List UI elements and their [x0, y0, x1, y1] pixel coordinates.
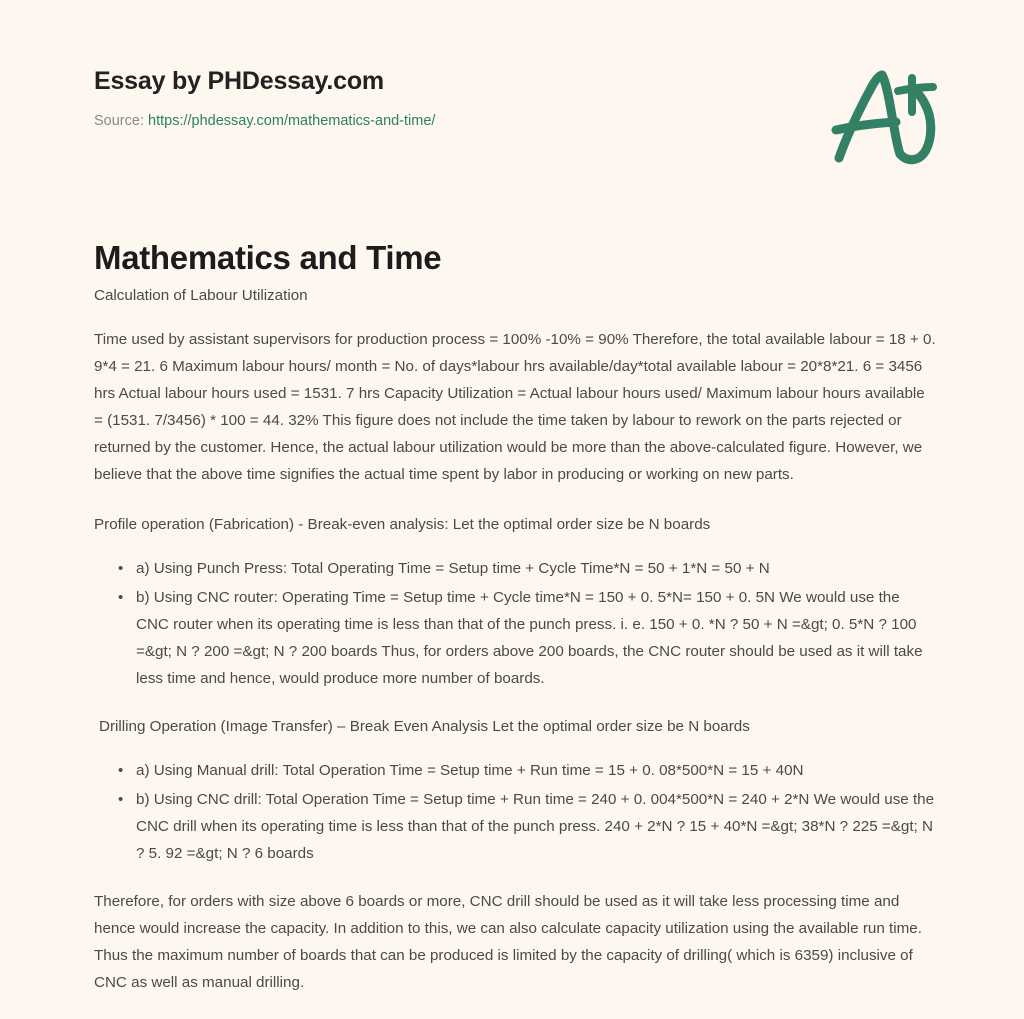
page-header	[94, 68, 930, 130]
source-label: Source:	[94, 112, 144, 129]
list-item: • a) Using Punch Press: Total Operating Time = Setup time + Cycle Time*N = 50 + 1*N = 50 + N	[136, 555, 936, 582]
essay-body	[94, 282, 936, 1019]
aplus-logo-glyph	[826, 62, 946, 170]
section-heading-drilling-operation: Drilling Operation (Image Transfer) – Break Even Analysis Let the optimal order size be N boards	[99, 718, 750, 735]
brand-title: Essay by PHDessay.com	[94, 67, 384, 95]
source-line	[94, 113, 930, 130]
list-item: • a) Using Manual drill: Total Operation Time = Setup time + Run time = 15 + 0. 08*500*N = 15 + 40N	[136, 757, 936, 784]
list-item: • b) Using CNC router: Operating Time = Setup time + Cycle time*N = 150 + 0. 5*N= 150 + 0. 5N We would use the CNC router when its operating time is less than that of the punch press. i. e. 150 + 0. *N ? 50 + N =&gt; 0. 5*N ? 100 =&gt; N ? 200 =&gt; N ? 200 boards Thus, for orders above 200 boards, the CNC router should be used as it will take less time and hence, would produce more number of boards.	[136, 584, 936, 692]
paragraph-conclusion: Therefore, for orders with size above 6 boards or more, CNC drill should be used as it will take less processing time and hence would increase the capacity. In addition to this, we can also calculate capacity utilization using the available run time. Thus the maximum number of boards that can be produced is limited by the capacity of drilling( which is 6359) inclusive of CNC as well as manual drilling.	[94, 893, 922, 991]
aplus-logo-icon	[826, 62, 946, 170]
section-heading-labour-utilization: Calculation of Labour Utilization	[94, 287, 308, 304]
source-url-link[interactable]: https://phdessay.com/mathematics-and-time/	[148, 112, 436, 129]
list-item: • b) Using CNC drill: Total Operation Time = Setup time + Run time = 240 + 0. 004*500*N = 240 + 2*N We would use the CNC drill when its operating time is less than that of the punch press. 240 + 2*N ? 15 + 40*N =&gt; 38*N ? 225 =&gt; N ? 5. 92 =&gt; N ? 6 boards	[136, 786, 936, 867]
paragraph-labour-utilization: Time used by assistant supervisors for production process = 100% -10% = 90% Therefore, the total available labour = 18 + 0. 9*4 = 21. 6 Maximum labour hours/ month = No. of days*labour hrs available/day*total available labour = 20*8*21. 6 = 3456 hrs Actual labour hours used = 1531. 7 hrs Capacity Utilization = Actual labour hours used/ Maximum labour hours available = (1531. 7/3456) * 100 = 44. 32% This figure does not include the time taken by labour to rework on the parts rejected or returned by the customer. Hence, the actual labour utilization would be more than the above-calculated figure. However, we believe that the above time signifies the actual time spent by labor in producing or working on new parts.	[94, 331, 936, 483]
list-profile-operation	[94, 555, 936, 692]
list-drilling-operation	[94, 757, 936, 867]
page-title: Mathematics and Time	[94, 239, 442, 277]
section-heading-profile-operation: Profile operation (Fabrication) - Break-even analysis: Let the optimal order size be N boards	[94, 516, 711, 533]
